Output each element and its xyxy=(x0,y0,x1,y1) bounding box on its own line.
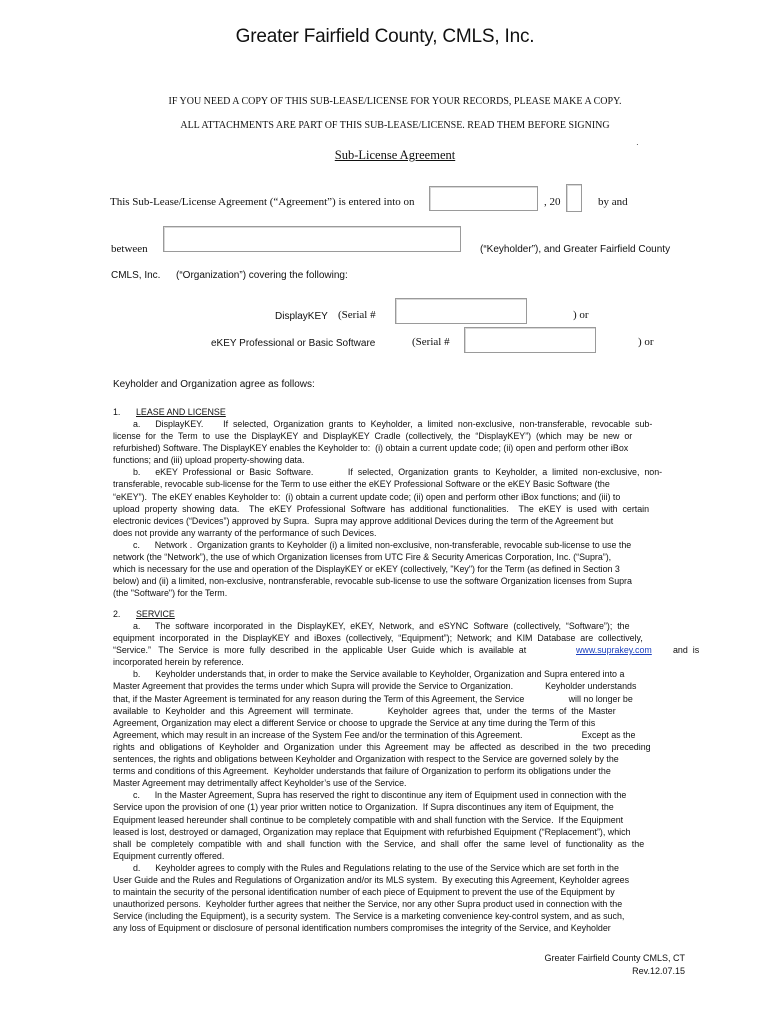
body-line: c. In the Master Agreement, Supra has reserved the right to discontinue any item of Equipment used in connection with the xyxy=(133,790,627,801)
body-line: c. Network . Organization grants to Keyholder (i) a limited non-exclusive, non-transferable, revocable sub-license to use the xyxy=(133,539,632,550)
body-line: does not provide any warranty of the performance of such Devices. xyxy=(113,527,377,538)
ekey-label: eKEY Professional or Basic Software xyxy=(211,338,376,349)
body-line: any loss of Equipment or disclosure of personal identification numbers compromises the integrity of the Service, and Keyholder xyxy=(113,923,611,934)
section2-body xyxy=(113,620,700,934)
body-line: shall be completely compatible with and shall function with the Service, and shall offer the same level of functionality as the xyxy=(113,838,645,849)
body-line: b. Keyholder understands that, in order to make the Service available to Keyholder, Organization and Supra entered into a xyxy=(133,669,625,680)
service-line-end: and is xyxy=(673,645,700,656)
body-line: terms and conditions of this Agreement. Keyholder understands that failure of Organization to perform its obligations under the xyxy=(113,766,611,777)
cmls-text: CMLS, Inc. xyxy=(111,270,161,281)
section1-heading: LEASE AND LICENSE xyxy=(136,407,226,417)
serial-label-1: (Serial # xyxy=(338,309,376,321)
service-line-text: “Service.” The Service is more fully described in the applicable User Guide which is available at xyxy=(113,645,527,656)
body-line: incorporated herein by reference. xyxy=(113,657,244,668)
body-line: Master Agreement that provides the terms under which Supra will provide the Service to Organization. Keyholder understands xyxy=(113,681,637,692)
year-prefix: , 20 xyxy=(544,196,561,208)
serial-close-2: ) or xyxy=(638,336,654,348)
body-line: (the "Software") for the Term. xyxy=(113,588,228,599)
body-line: available to Keyholder and this Agreement will terminate. Keyholder agrees that, under the terms of the Master xyxy=(113,705,616,716)
agreement-title: Sub-License Agreement xyxy=(334,148,456,162)
body-line: which is necessary for the use and operation of the DisplayKEY or eKEY (collectively, "Key") for the Term (as defined in Section 3 xyxy=(113,564,620,575)
by-and-text: by and xyxy=(598,196,628,208)
body-line: Agreement, Organization may elect a different Service or choose to upgrade the Service at any time during the Term of this xyxy=(113,717,596,728)
body-line: leased is lost, destroyed or damaged, Organization may replace that Equipment with refurbished Equipment (“Replacement”), which xyxy=(113,826,631,837)
organization-covering-text: (“Organization”) covering the following: xyxy=(176,270,348,281)
body-line: Equipment currently offered. xyxy=(113,850,225,861)
footer-org: Greater Fairfield County CMLS, CT xyxy=(544,953,685,963)
body-line: rights and obligations of Keyholder and Organization under this Agreement may be affected as described in the two preceding xyxy=(113,741,651,752)
body-line: a. The software incorporated in the DisplayKEY, eKEY, Network, and eSYNC Software (collectively, “Software”); the xyxy=(133,621,630,631)
serial-close-1: ) or xyxy=(573,309,589,321)
attachments-notice: ALL ATTACHMENTS ARE PART OF THIS SUB-LEASE/LICENSE. READ THEM BEFORE SIGNING xyxy=(180,120,610,131)
serial-label-2: (Serial # xyxy=(412,336,450,348)
displaykey-serial-field[interactable] xyxy=(395,298,527,324)
body-line: sentences, the rights and obligations between Keyholder and Organization with respect to the Service are governed solely by the xyxy=(113,754,619,765)
body-line: d. Keyholder agrees to comply with the Rules and Regulations relating to the use of the Service which are set forth in the xyxy=(133,862,619,873)
copy-notice: IF YOU NEED A COPY OF THIS SUB-LEASE/LICENSE FOR YOUR RECORDS, PLEASE MAKE A COPY. xyxy=(168,96,622,107)
date-field[interactable] xyxy=(429,186,538,211)
keyholder-text: (“Keyholder”), and Greater Fairfield County xyxy=(480,244,671,255)
body-line: Master Agreement may detrimentally affect Keyholder’s use of the Service. xyxy=(113,778,407,789)
body-line: a. DisplayKEY. If selected, Organization grants to Keyholder, a limited non-exclusive, non-transferable, revocable sub- xyxy=(133,419,653,429)
body-line: Agreement, which may result in an increase of the System Fee and/or the termination of this Agreement. Except as the xyxy=(113,729,636,740)
body-line: “eKEY”). The eKEY enables Keyholder to: (i) obtain a current update code; (ii) open and perform other iBox functions; and (iii) to xyxy=(113,491,621,502)
section2-number: 2. xyxy=(113,609,121,619)
body-line: network (the “Network”), the use of which Organization licenses from UTC Fire & Security Americas Corporation, Inc. (“Supra”), xyxy=(113,552,612,563)
section1-number: 1. xyxy=(113,407,121,417)
body-line: refurbished) Software. The DisplayKEY enables the Keyholder to: (i) obtain a current update code; (ii) open and perform other iBox xyxy=(113,443,629,454)
body-line: Service (including the Equipment), is a security system. The Service is a marketing convenience key-control system, and as such, xyxy=(113,911,625,922)
document-title: Greater Fairfield County, CMLS, Inc. xyxy=(235,26,535,47)
body-line: to maintain the security of the personal identification number of each piece of Equipment to prevent the use of the Equipment by xyxy=(113,887,615,898)
body-line: that, if the Master Agreement is terminated for any reason during the Term of this Agreement, the Service will no longer be xyxy=(113,693,633,704)
body-line: b. eKEY Professional or Basic Software. If selected, Organization grants to Keyholder, a limited non-exclusive, non- xyxy=(133,467,663,478)
between-text: between xyxy=(111,243,148,255)
body-line: electronic devices (“Devices”) approved by Supra. Supra may approve additional Devices during the term of the Agreement but xyxy=(113,515,614,526)
body-line: Service upon the provision of one (1) year prior written notice to Organization. If Supra discontinues any item of Equipment, the xyxy=(113,802,614,813)
body-line: User Guide and the Rules and Regulations of Organization and/or its MLS system. By executing this Agreement, Keyholder agrees xyxy=(113,874,630,885)
service-line xyxy=(113,644,700,656)
body-line: upload property showing data. The eKEY Professional Software has additional functionalities. The eKEY is used with certain xyxy=(113,503,650,514)
keyholder-name-field[interactable] xyxy=(163,226,461,252)
year-field[interactable] xyxy=(566,184,582,212)
section1-body xyxy=(113,418,700,599)
section2-heading: SERVICE xyxy=(136,609,175,619)
intro-text: This Sub-Lease/License Agreement (“Agreement”) is entered into on xyxy=(110,196,415,208)
body-line: equipment incorporated in the DisplayKEY and iBoxes (collectively, “Equipment”); Network; and KIM Database are collectively, xyxy=(113,633,643,644)
ekey-serial-field[interactable] xyxy=(464,327,596,353)
body-line: license for the Term to use the DisplayKEY and DisplayKEY Cradle (collectively, the “DisplayKEY”) (which may be new or xyxy=(113,431,633,442)
stray-dot: · xyxy=(636,140,639,149)
body-line: below) and (ii) a limited, non-exclusive, nontransferable, revocable sub-license to use the software Organization licenses from Supra xyxy=(113,576,632,587)
agree-heading: Keyholder and Organization agree as follows: xyxy=(113,379,315,390)
body-line: unauthorized persons. Keyholder further agrees that neither the Service, nor any other Supra product used in connection with the xyxy=(113,899,623,910)
suprakey-link[interactable]: www.suprakey.com xyxy=(576,645,652,656)
body-line: Equipment leased hereunder shall continue to be completely compatible with and shall function with the Service. If the Equipment xyxy=(113,814,624,825)
footer-rev: Rev.12.07.15 xyxy=(632,966,685,976)
body-line: functions; and (iii) upload property-showing data. xyxy=(113,455,305,466)
displaykey-label: DisplayKEY xyxy=(275,311,328,322)
body-line: transferable, revocable sub-license for the Term to use either the eKEY Professional Software or the eKEY Basic Software (the xyxy=(113,479,610,490)
